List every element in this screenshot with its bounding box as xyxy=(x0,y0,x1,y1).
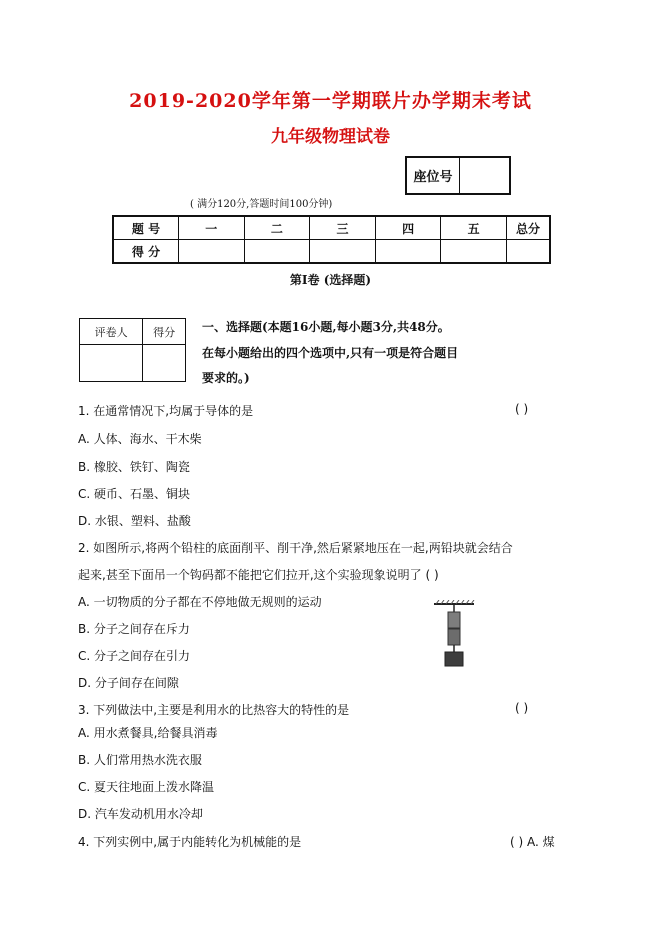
score-cell[interactable] xyxy=(441,240,507,264)
question-2-option-d: D. 分子间存在间隙 xyxy=(78,676,179,690)
question-1-stem: 1. 在通常情况下,均属于导体的是 xyxy=(78,404,254,418)
question-2-option-b: B. 分子之间存在斥力 xyxy=(78,622,190,636)
question-1-option-b: B. 橡胶、铁钉、陶瓷 xyxy=(78,460,190,474)
seat-number-field[interactable] xyxy=(460,158,509,193)
question-1-option-a: A. 人体、海水、干木柴 xyxy=(78,432,202,446)
exam-title: 2019-2020学年第一学期联片办学期末考试 xyxy=(129,90,532,112)
question-2-option-c: C. 分子之间存在引力 xyxy=(78,649,191,663)
score-table xyxy=(112,215,551,264)
question-3-option-c: C. 夏天往地面上泼水降温 xyxy=(78,780,215,794)
question-3-option-d: D. 汽车发动机用水冷却 xyxy=(78,807,203,821)
score-cell[interactable] xyxy=(375,240,441,264)
question-3-option-a: A. 用水煮餐具,给餐具消毒 xyxy=(78,726,218,740)
volume-title: 第I卷 (选择题) xyxy=(289,273,372,287)
score-header-cell: 总分 xyxy=(507,216,551,240)
question-1-answer-blank[interactable]: ( ) xyxy=(515,402,529,416)
question-2-stem-line1: 2. 如图所示,将两个铅柱的底面削平、削干净,然后紧紧地压在一起,两铅块就会结合 xyxy=(78,541,513,555)
grader-table xyxy=(79,318,186,382)
exam-note: ( 满分120分,答题时间100分钟) xyxy=(190,199,333,210)
score-cell[interactable] xyxy=(244,240,310,264)
question-4-stem: 4. 下列实例中,属于内能转化为机械能的是 xyxy=(78,835,302,849)
seat-number-box xyxy=(405,156,511,195)
score-table-header-row xyxy=(113,216,550,240)
score-header-cell: 五 xyxy=(441,216,507,240)
grader-score-cell[interactable] xyxy=(143,345,186,382)
question-4-answer-blank[interactable]: ( ) A. 煤 xyxy=(510,835,555,849)
question-3-answer-blank[interactable]: ( ) xyxy=(515,701,529,715)
score-cell[interactable] xyxy=(507,240,551,264)
question-1-option-d: D. 水银、塑料、盐酸 xyxy=(78,514,191,528)
question-2-stem-line2: 起来,甚至下面吊一个钩码都不能把它们拉开,这个实验现象说明了 ( ) xyxy=(78,568,439,582)
question-3-option-b: B. 人们常用热水洗衣服 xyxy=(78,753,202,767)
exam-subtitle: 九年级物理试卷 xyxy=(271,127,390,147)
question-2-option-a: A. 一切物质的分子都在不停地做无规则的运动 xyxy=(78,595,322,609)
score-table-score-row xyxy=(113,240,550,264)
seat-number-label: 座位号 xyxy=(407,158,460,193)
lead-cylinders-figure xyxy=(432,600,476,670)
score-row-label: 得 分 xyxy=(113,240,179,264)
score-header-cell: 三 xyxy=(310,216,376,240)
score-label: 得分 xyxy=(143,319,186,345)
score-cell[interactable] xyxy=(179,240,245,264)
score-cell[interactable] xyxy=(310,240,376,264)
score-header-cell: 题 号 xyxy=(113,216,179,240)
grader-cell[interactable] xyxy=(80,345,143,382)
grader-label: 评卷人 xyxy=(80,319,143,345)
score-header-cell: 一 xyxy=(179,216,245,240)
score-header-cell: 二 xyxy=(244,216,310,240)
question-1-option-c: C. 硬币、石墨、铜块 xyxy=(78,487,191,501)
section-instruction-line3: 要求的。) xyxy=(202,371,250,385)
question-3-stem: 3. 下列做法中,主要是利用水的比热容大的特性的是 xyxy=(78,703,350,717)
section-instruction-line1: 一、选择题(本题16小题,每小题3分,共48分。 xyxy=(202,320,450,334)
score-header-cell: 四 xyxy=(375,216,441,240)
section-instruction-line2: 在每小题给出的四个选项中,只有一项是符合题目 xyxy=(202,346,459,360)
